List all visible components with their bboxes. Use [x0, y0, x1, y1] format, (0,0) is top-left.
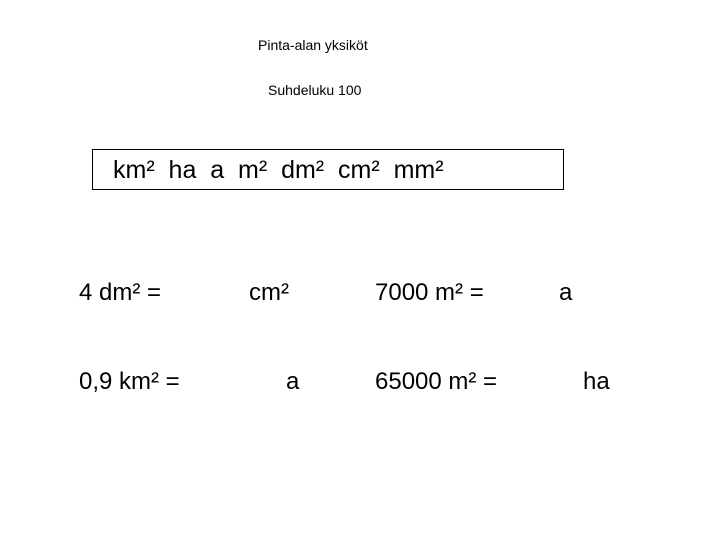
page-subtitle: Suhdeluku 100 [268, 82, 362, 98]
exercise-2-question: 7000 m² = [375, 279, 484, 306]
exercise-3-question: 0,9 km² = [79, 368, 180, 395]
units-list: km² ha a m² dm² cm² mm² [113, 156, 444, 184]
exercise-1-target-unit: cm² [249, 279, 289, 306]
exercise-1-question: 4 dm² = [79, 279, 162, 306]
page-title: Pinta-alan yksiköt [258, 37, 368, 53]
exercise-2-target-unit: a [559, 279, 573, 306]
exercise-4-question: 65000 m² = [375, 368, 498, 395]
exercise-4-target-unit: ha [583, 368, 610, 395]
exercise-3-target-unit: a [286, 368, 300, 395]
units-box [92, 149, 564, 190]
